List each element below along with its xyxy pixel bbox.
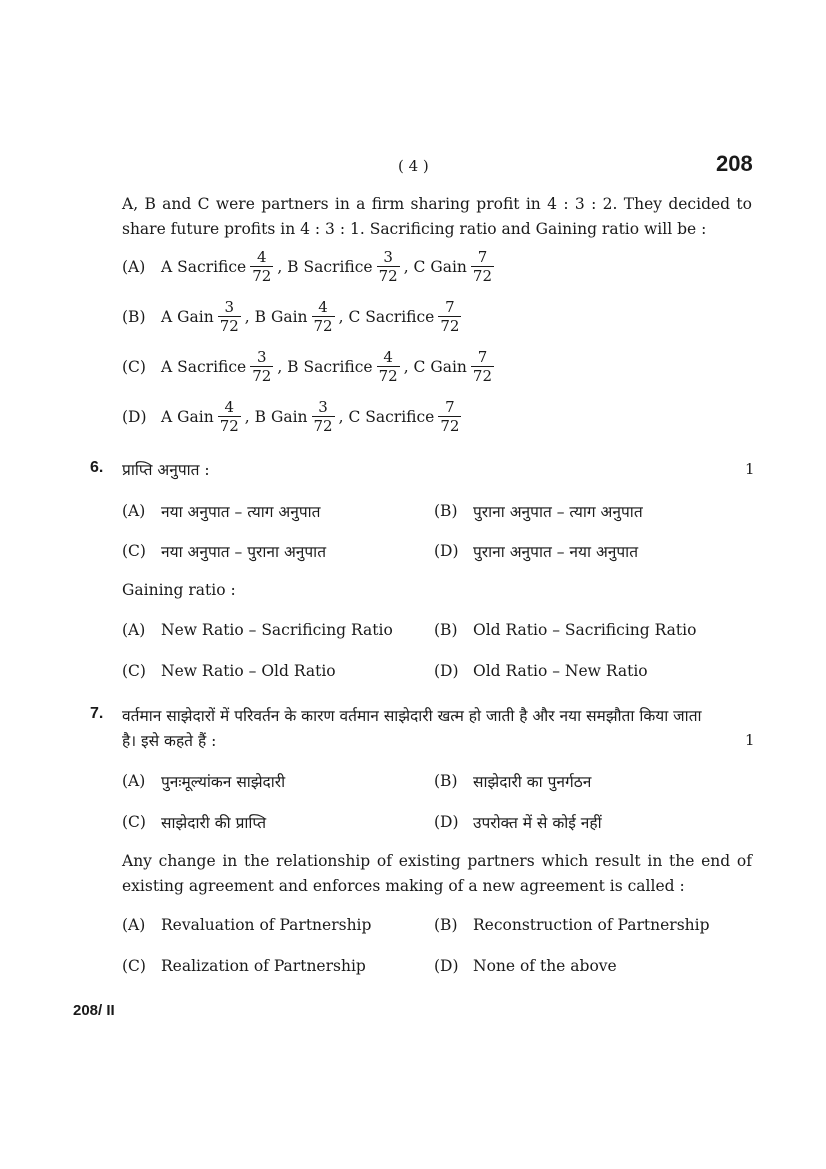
fraction <box>312 398 335 435</box>
q6-number: 6. <box>90 459 104 476</box>
q6-english-option-a[interactable] <box>122 621 393 639</box>
option-label: (B) <box>434 621 458 639</box>
option-text: New Ratio – Old Ratio <box>161 662 336 680</box>
option-label: (C) <box>122 957 146 975</box>
option-text: नया अनुपात – त्याग अनुपात <box>161 503 321 521</box>
q7-english-option-d[interactable] <box>434 957 617 975</box>
q7-marks: 1 <box>745 731 755 749</box>
q5-option-a[interactable] <box>122 248 498 285</box>
option-text: , B Gain <box>244 407 308 426</box>
q6-english-text: Gaining ratio : <box>122 581 236 599</box>
q5-option-b[interactable] <box>122 298 465 335</box>
numerator: 3 <box>224 298 234 316</box>
denominator: 72 <box>472 267 493 285</box>
numerator: 4 <box>257 248 267 266</box>
option-text: उपरोक्त में से कोई नहीं <box>473 814 602 832</box>
denominator: 72 <box>472 367 493 385</box>
option-label: (D) <box>434 957 459 975</box>
option-text: पुराना अनुपात – त्याग अनुपात <box>473 503 643 521</box>
option-text: Realization of Partnership <box>161 957 366 975</box>
option-text: नया अनुपात – पुराना अनुपात <box>161 543 327 561</box>
option-label: (D) <box>434 542 459 560</box>
option-text: साझेदारी की प्राप्ति <box>161 814 267 832</box>
option-text: पुनःमूल्यांकन साझेदारी <box>161 773 286 791</box>
numerator: 7 <box>445 398 455 416</box>
option-text: None of the above <box>473 957 617 975</box>
fraction <box>438 398 461 435</box>
option-text: A Sacrifice <box>161 257 247 276</box>
option-label: (D) <box>434 813 459 831</box>
option-label: (A) <box>122 916 146 934</box>
option-text: A Gain <box>161 407 214 426</box>
fraction <box>250 248 273 285</box>
q7-english-option-a[interactable] <box>122 916 371 934</box>
option-text: , C Sacrifice <box>338 307 435 326</box>
option-label: (A) <box>122 502 146 520</box>
q7-hindi-option-c[interactable] <box>122 811 266 833</box>
q7-english-option-b[interactable] <box>434 916 710 934</box>
q6-hindi-text: प्राप्ति अनुपात : <box>122 461 210 479</box>
q6-english-option-c[interactable] <box>122 662 336 680</box>
option-text: A Sacrifice <box>161 357 247 376</box>
fraction <box>471 248 494 285</box>
option-text: Old Ratio – Sacrificing Ratio <box>473 621 697 639</box>
option-label: (D) <box>434 662 459 680</box>
option-text: , B Gain <box>244 307 308 326</box>
q6-hindi-option-a[interactable] <box>122 500 321 522</box>
denominator: 72 <box>440 417 460 435</box>
q7-hindi-line1: वर्तमान साझेदारों में परिवर्तन के कारण वर्तमान साझेदारी खत्म हो जाती है और नया समझौता किया जाता <box>122 707 702 725</box>
q5-option-c[interactable] <box>122 348 498 385</box>
option-label: (C) <box>122 357 146 376</box>
q6-hindi-option-c[interactable] <box>122 540 326 562</box>
option-label: (D) <box>122 407 147 426</box>
fraction <box>438 298 461 335</box>
numerator: 3 <box>318 398 328 416</box>
option-label: (B) <box>122 307 146 326</box>
q7-hindi-option-b[interactable] <box>434 770 591 792</box>
q6-marks: 1 <box>745 460 755 478</box>
option-text: New Ratio – Sacrificing Ratio <box>161 621 393 639</box>
option-text: , C Gain <box>403 257 467 276</box>
denominator: 72 <box>252 367 272 385</box>
option-text: A Gain <box>161 307 214 326</box>
fraction <box>312 298 335 335</box>
option-label: (B) <box>434 916 458 934</box>
option-text: पुराना अनुपात – नया अनुपात <box>473 543 639 561</box>
option-label: (C) <box>122 662 146 680</box>
option-label: (A) <box>122 257 146 276</box>
option-text: , C Gain <box>403 357 467 376</box>
option-text: Reconstruction of Partnership <box>473 916 710 934</box>
option-text: Old Ratio – New Ratio <box>473 662 648 680</box>
q5-option-d[interactable] <box>122 398 465 435</box>
q7-english-text: Any change in the relationship of existing partners which result in the end of existing agreement and enforces making of a new agreement is called : <box>122 852 752 895</box>
q7-hindi-line2: है। इसे कहते हैं : <box>122 732 217 750</box>
q7-english-option-c[interactable] <box>122 957 366 975</box>
q7-hindi-option-d[interactable] <box>434 811 602 833</box>
option-label: (C) <box>122 813 146 831</box>
option-text: , B Sacrifice <box>277 257 373 276</box>
denominator: 72 <box>313 317 333 335</box>
fraction <box>218 298 241 335</box>
numerator: 7 <box>477 248 488 266</box>
q6-english-option-b[interactable] <box>434 621 696 639</box>
page-number: ( 4 ) <box>398 157 429 175</box>
option-label: (A) <box>122 621 146 639</box>
option-text: , B Sacrifice <box>277 357 373 376</box>
option-label: (B) <box>434 502 458 520</box>
fraction <box>471 348 494 385</box>
fraction <box>218 398 241 435</box>
denominator: 72 <box>219 317 239 335</box>
fraction <box>377 248 400 285</box>
q6-english-option-d[interactable] <box>434 662 648 680</box>
q5-text: A, B and C were partners in a firm sharing profit in 4 : 3 : 2. They decided to share future profits in 4 : 3 : 1. Sacrificing ratio and Gaining ratio will be : <box>122 195 752 238</box>
numerator: 4 <box>383 348 393 366</box>
numerator: 3 <box>383 248 393 266</box>
option-label: (B) <box>434 772 458 790</box>
option-text: , C Sacrifice <box>338 407 435 426</box>
denominator: 72 <box>313 417 333 435</box>
denominator: 72 <box>219 417 239 435</box>
q6-hindi-option-b[interactable] <box>434 500 643 522</box>
q7-number: 7. <box>90 705 104 722</box>
denominator: 72 <box>378 267 398 285</box>
denominator: 72 <box>252 267 272 285</box>
option-text: साझेदारी का पुनर्गठन <box>473 773 592 791</box>
denominator: 72 <box>440 317 460 335</box>
option-text: Revaluation of Partnership <box>161 916 372 934</box>
footer-code: 208/ II <box>73 1002 115 1019</box>
fraction <box>250 348 273 385</box>
denominator: 72 <box>378 367 398 385</box>
q7-hindi-option-a[interactable] <box>122 770 285 792</box>
numerator: 4 <box>224 398 234 416</box>
paper-code: 208 <box>716 151 753 176</box>
numerator: 7 <box>477 348 488 366</box>
numerator: 7 <box>445 298 455 316</box>
q6-hindi-option-d[interactable] <box>434 540 638 562</box>
option-label: (C) <box>122 542 146 560</box>
numerator: 4 <box>318 298 328 316</box>
option-label: (A) <box>122 772 146 790</box>
fraction <box>377 348 400 385</box>
numerator: 3 <box>257 348 267 366</box>
